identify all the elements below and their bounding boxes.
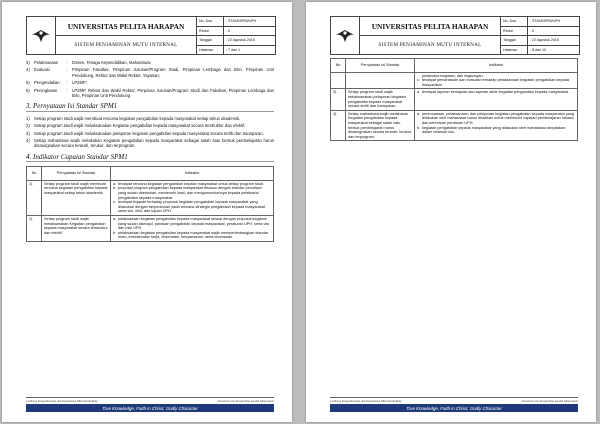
meta-label: Revisi xyxy=(197,27,224,36)
meta-label: Revisi xyxy=(501,27,528,36)
footer-left: Lembaga Pengembangan dan Penjaminan Mutu Pendidikan xyxy=(26,399,98,403)
motto-band: True Knowledge, Faith in Christ, Godly Character xyxy=(330,404,578,412)
table-row: pelaksana kegiatan, dan lingkungan. c. terdapat pemantauan dan evaluasi terhadap pelaksanaan kegiatan pengabdian kepada masyarakat. xyxy=(331,72,578,89)
meta-label: No. Dok. xyxy=(197,17,224,26)
system-name: SISTEM PENJAMINAN MUTU INTERNAL xyxy=(74,42,178,48)
meta-value: : 0 xyxy=(530,28,534,33)
page-footer xyxy=(26,397,274,412)
meta-label: Halaman xyxy=(197,46,224,55)
statement-item: 3) Setiap program studi wajib melaksanakan pelaporan kegiatan pengabdian kepada masyarakat secara tertib dan transparan. xyxy=(26,130,264,136)
meta-value: : STA05/SPM/UPH xyxy=(530,19,561,24)
university-name: UNIVERSITAS PELITA HARAPAN xyxy=(56,17,196,36)
column-header: No xyxy=(331,59,346,73)
statement-item: 2) Setiap program studi wajib melaksanakan Kegiatan pengabdian kepada masyarakat secara terstruktur dan efektif. xyxy=(26,123,246,129)
meta-value: : 22 Agustus 2016 xyxy=(530,38,559,43)
indicator-table-continued xyxy=(330,58,578,141)
column-header: Indikator xyxy=(415,59,578,73)
document-header xyxy=(26,16,276,55)
meta-label: Tanggal xyxy=(197,36,224,45)
column-header: Indikator xyxy=(111,167,274,181)
meta-label: Tanggal xyxy=(501,36,528,45)
footer-left: Lembaga Pengembangan dan Penjaminan Mutu Pendidikan xyxy=(330,399,402,403)
party-row: 6) Peningkatan : LP2MP, Rektor dan Wakil Rektor, Pimpinan Jurusan/Program Studi dan Fakultas, Pimpinan Lembaga dan Biro, Pimpinan Unit Pendukung xyxy=(26,87,274,99)
document-meta xyxy=(197,17,275,54)
document-page-left xyxy=(2,2,292,422)
parties-list xyxy=(26,60,274,98)
table-row: 2) Setiap program studi wajib melaksanakan Kegiatan pengabdian kepada masyarakat secara terstruktur dan efektif. a. pelaksanaan kegiatan pengabdian kepada masyarakat sesuai dengan proposal kegiatan yang sudah disetujui, panduan pengabdian kepada masyarakat, peraturan UPH, serta visi dan misi UPH. b. pelaksanaan kegiatan pengabdian kepada masyarakat wajib mempertimbangkan standar mutu, keselamatan kerja, kesehatan, kenyamanan, serta keamanan. xyxy=(27,216,274,242)
section-heading-statements: 3. Pernyataan Isi Standar SPM1 xyxy=(26,104,274,111)
party-row: 4) Evaluasi : Pimpinan Fakultas, Pimpinan Jurusan/Program Studi, Pimpinan Lembaga dan Biro, Pimpinan Unit Pendukung, Rektor dan Wakil Rektor, Yayasan; xyxy=(26,67,274,78)
table-row: 4) Setiap mahasiswa wajib melakukan Kegiatan pengabdian kepada masyarakat sebagai salah satu bentuk pembelajaran harus disalurgnakan secara terarah, terukur, dan terprogram. a. perencanaan, pelaksanaan, dan pelaporan kegiatan pengabdian kepada masyarakat yang dilakukan oleh mahasiswa harus disahkan untuk memenuhi capaian pembelajaran lulusan dan ketentuan peraturan UPH. b. kegiatan pengabdian kepada masyarakat yang dilakukan oleh mahasiswa dinyatakan dalam besaran sks. xyxy=(331,110,578,141)
university-name: UNIVERSITAS PELITA HARAPAN xyxy=(360,17,500,36)
footer-right: Standar Proses Pengabdian kepada Masyarakat xyxy=(217,399,274,403)
system-name: SISTEM PENJAMINAN MUTU INTERNAL xyxy=(378,42,482,48)
page-footer xyxy=(330,397,578,412)
table-row: 1) Setiap program studi wajib membuat rencana kegiatan pengabdian kepada masyarakat setiap tahun akademik. a. terdapat rencana kegiatan pengabdian kepada masyarakat untuk setiap program studi. b. proposal program pengabdian kepada masyarakat disusun dengan standar penulisan yang sudah ditentukan, memenuhi hasil, dan mengumumkannya kepada pelaksana pengabdian kepada masyarakat. c. terdapat tinjauan terhadap proposal kegiatan pengabdian kepada masyarakat yang dilakukan dengan berpedoman pada rencana strategis pengabdian kepada masyarakat serta visi, misi, dan tujuan UPH. xyxy=(27,180,274,215)
meta-value: : 22 Agustus 2016 xyxy=(226,38,255,43)
statement-item: 1) Setiap program studi wajib membuat rencana kegiatan pengabdian kepada masyarakat setiap tahun akademik. xyxy=(26,115,241,121)
motto-band: True Knowledge, Faith in Christ, Godly Character xyxy=(26,404,274,412)
party-row: 5) Pengendalian : LP2MP; xyxy=(26,80,87,86)
statements-list xyxy=(26,116,274,149)
table-row: 3) Setiap program studi wajib melaksanakan pelaporan kegiatan pengabdian kepada masyarakat secara tertib dan transparan. a. terdapat laporan kemajuan dan laporan akhir kegiatan pengabdian kepada masyarakat. xyxy=(331,89,578,110)
document-page-right xyxy=(306,2,596,422)
section-heading-indicators: 4. Indikator Capaian Standar SPM1 xyxy=(26,155,274,162)
document-header xyxy=(330,16,580,55)
column-header: No xyxy=(27,167,42,181)
party-row: 3) Pelaksanaan : Dosen, Tenaga Kependidikan, Mahasiswa; xyxy=(26,60,152,65)
meta-value: : 7 dari 1 xyxy=(226,47,240,52)
meta-value: : STA05/SPM/UPH xyxy=(226,19,257,24)
university-logo xyxy=(331,17,360,54)
meta-value: : 0 xyxy=(226,28,230,33)
column-header: Pernyataan Isi Standar xyxy=(346,59,415,73)
indicator-table xyxy=(26,166,274,242)
meta-label: Halaman xyxy=(501,46,528,55)
university-logo xyxy=(27,17,56,54)
footer-right: Standar Proses Pengabdian kepada Masyarakat xyxy=(521,399,578,403)
meta-label: No. Dok. xyxy=(501,17,528,26)
column-header: Pernyataan Isi Standar xyxy=(42,167,111,181)
document-meta xyxy=(501,17,579,54)
statement-item: 4) Setiap mahasiswa wajib melakukan Kegiatan pengabdian kepada masyarakat sebagai salah satu bentuk pembelajaran harus disalurgnakan secara terarah, terukur, dan terprogram. xyxy=(26,138,274,149)
meta-value: : 8 dari 10 xyxy=(530,47,546,52)
